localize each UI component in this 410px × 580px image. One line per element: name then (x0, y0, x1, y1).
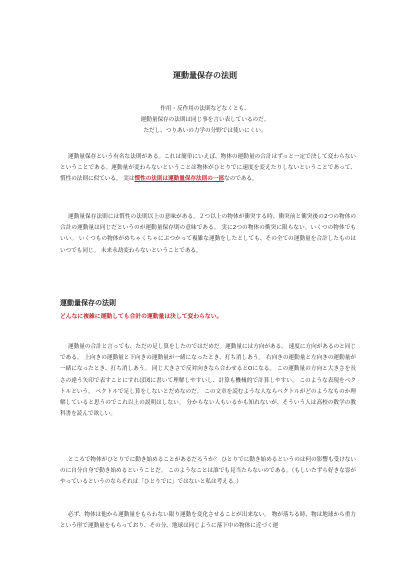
paragraph-1-end: なのである。 (224, 176, 258, 183)
intro-line: 作用・反作用の法則などなくとも、 (160, 106, 250, 112)
intro-block (0, 104, 410, 137)
intro-line: 運動量保存の法則は同じ事を言い表しているのだ。 (140, 117, 270, 123)
highlight-inertia-law: 慣性の法則は運動量保存法則の一部 (134, 176, 225, 183)
intro-line: ただし、つりあいの力学の分野では使いにくい。 (143, 128, 267, 134)
paragraph-4: ところで物体がひとりでに動き始めることがあるだろうか？ ひとりでに動き始めるというのは何の影響も受けないのに自分自身で動き始めるということだ。 このようなことは誰でも見当たらないのである。（もしいたずら好きな霊がやっているというのならそれは「ひとりでに」ではないと私は考える。） (60, 457, 356, 486)
document-title: 運動量保存の法則 (173, 71, 237, 80)
paragraph-3: 運動量の合計と言っても、ただの足し算をしたのではだめだ。運動量には方向がある。 速度に方向があるのと同じである。 上向きの運動量と下向きの運動量が一緒になったとき、打ち消しあう。 右向きの運動量と左向きの運動量が一緒になったとき、打ち消しあう。 同じ大きさで反対向きなら合わせるとOになる。 この運動量の方向と大きさを長さの違う矢印で表すことにすれば図に書いて理解しやすいし、計算も機械的で計算しやすい。 このような表現をベクトルという。 ベクトルで足し算をしないとだめなのだ。 この文章を読むような人ならベクトルがどのようなものか理解していると思うのでこれ以上の説明はしない。 分からない人もいるかも知れないが、そういう人は高校の数学の教科書を読んで欲しい。 (60, 344, 356, 418)
paragraph-1-text: 運動量保存という有名な法則がある。これは簡単にいえば、物体の運動量の合計はずっと一定で決して変わらないということである。運動量が変わらないということは物体がひとりでに速度を変えたりしないということであって、慣性の法則に似ている。 実は (60, 154, 356, 183)
section-title: 運動量保存の法則 (60, 299, 116, 307)
paragraph-2: 運動量保存法則には慣性の法則以上の意味がある。２つ以上の物体が衝突する時、衝突前と衝突後の2つの物体の合計の運動量は同じだというのが運動量保存則の意味である。 実に2つの物体の衝突に限らない。いくつの物体でもいい。 いくつもの物体がめちゃくちゃにぶつかって複雑な運動をしたとしても、その全ての運動量を合計したものはいつでも同じ。 未来永劫変わらないということである。 (60, 214, 356, 254)
paragraph-5: 必ず、物体は他から運動量をもらわない限り運動を変化させることが出来ない。 物が落ちる時、物は地球から重力という形で運動量をもらっており、その分、地球は同じように落下中の物体に近づく運 (60, 512, 356, 530)
section-subtitle: どんなに複雑に運動しても合計の運動量は決して変わらない。 (60, 314, 223, 320)
paragraph-1 (60, 152, 356, 186)
